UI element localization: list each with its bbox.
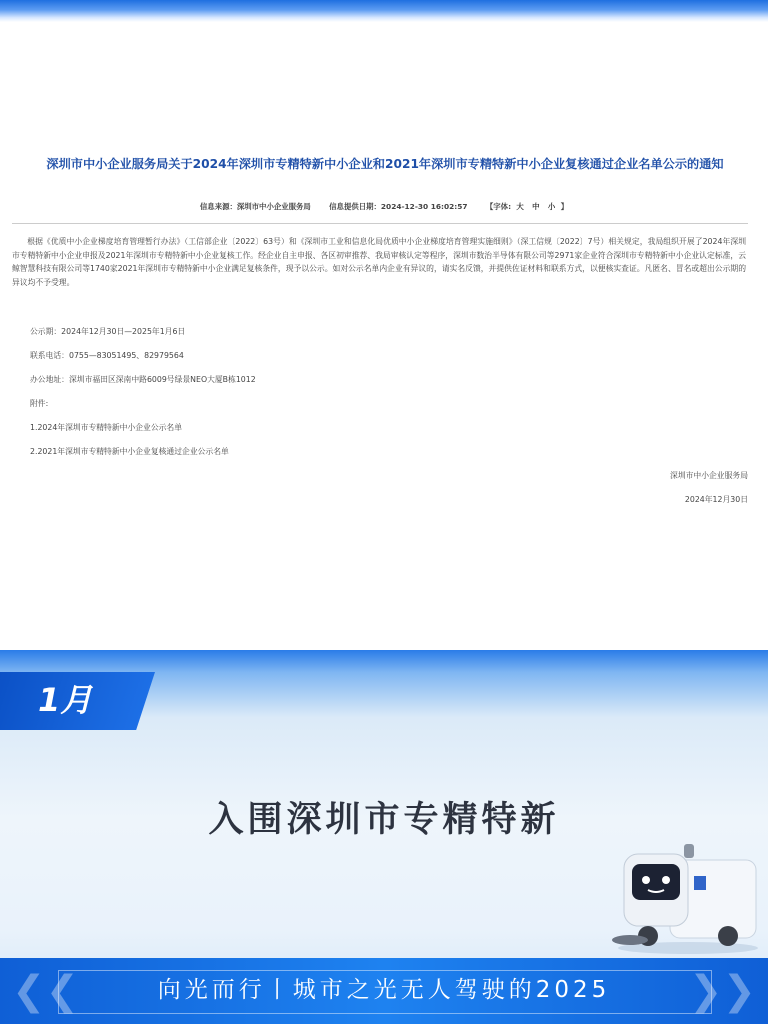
signature: 深圳市中小企业服务局: [670, 471, 748, 480]
month-label: 1月: [38, 681, 93, 719]
banner-headline: 入围深圳市专精特新: [208, 800, 560, 840]
font-size-switcher: 【字体: 大 中 小 】: [485, 202, 569, 211]
office-address: 办公地址：深圳市福田区深南中路6009号绿景NEO大厦B栋1012: [30, 375, 256, 384]
notice-title: 深圳市中小企业服务局关于2024年深圳市专精特新中小企业和2021年深圳市专精特新中小企业复核通过企业名单公示的通知: [46, 157, 724, 171]
sign-date: 2024年12月30日: [684, 495, 748, 504]
font-large-link[interactable]: 大: [516, 202, 524, 211]
chevron-left-icon: ❮❮: [12, 968, 80, 1014]
notice-body: 根据《优质中小企业梯度培育管理暂行办法》（工信部企业〔2022〕63号）和《深圳市工业和信息化局优质中小企业梯度培育管理实施细则》（深工信规〔2022〕7号）相关规定，我局组织开展了2024年深圳市专精特新中小企业申报及2021年深圳市专精特新中小企业复核工作。经企业自主申报、各区初审推荐、我局审核认定等程序，深圳市数治半导体有限公司等2971家企业符合深圳市专精特新中小企业认定标准，云鲸智慧科技有限公司等1740家2021年深圳市专精特新中小企业满足复核条件，现予以公示。如对公示名单内企业有异议的，请实名反馈，并提供佐证材料和联系方式，以便核实查证。凡匿名、冒名或超出公示期的异议均不予受理。: [12, 237, 746, 287]
font-medium-link[interactable]: 中: [532, 202, 540, 211]
source-info: 信息来源：深圳市中小企业服务局: [199, 202, 311, 211]
publicity-period: 公示期：2024年12月30日—2025年1月6日: [30, 327, 186, 336]
footer-slogan: 向光而行丨城市之光无人驾驶的2025: [157, 977, 611, 1003]
attachment-link-2[interactable]: 2.2021年深圳市专精特新中小企业复核通过企业公示名单: [30, 447, 229, 456]
attachment-link-1[interactable]: 1.2024年深圳市专精特新中小企业公示名单: [30, 423, 183, 432]
top-gradient-band: [0, 0, 768, 22]
chevron-right-icon: ❯❯: [688, 968, 756, 1014]
notice-meta: [0, 201, 768, 212]
attachments-label: 附件:: [30, 399, 49, 408]
sweeper-robot-illustration: [608, 836, 760, 956]
contact-phone: 联系电话：0755—83051495、82979564: [30, 351, 184, 360]
divider: [12, 223, 748, 224]
font-small-link[interactable]: 小: [547, 202, 556, 211]
date-info: 信息提供日期：2024-12-30 16:02:57: [329, 202, 468, 211]
